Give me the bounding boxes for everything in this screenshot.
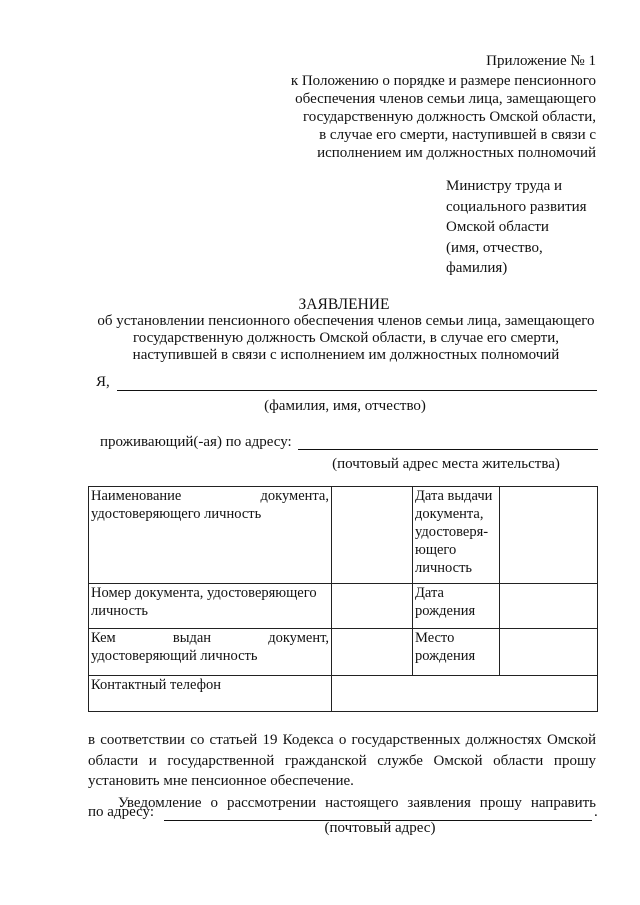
appendix-block — [196, 52, 596, 162]
address-label: проживающий(-ая) по адресу: — [100, 434, 292, 450]
appendix-line: к Положению о порядке и размере пенсионного — [290, 73, 596, 89]
notice-address-label: по адресу: — [88, 804, 155, 820]
cell-text: Место рождения — [415, 630, 476, 664]
addressee-line: фамилия) — [446, 260, 508, 276]
table-row — [89, 629, 598, 676]
cell-issue-date-label — [413, 487, 500, 584]
notice-text: Уведомление о рассмотрении настоящего заявления прошу направить — [118, 795, 596, 811]
name-hint: (фамилия, имя, отчество) — [264, 398, 426, 414]
cell-text: Наименование документа, — [91, 488, 329, 504]
addressee-line: социального развития — [446, 198, 587, 215]
addressee-line: (имя, отчество, — [446, 239, 543, 256]
cell-text: Дата рождения — [415, 585, 476, 619]
appendix-line: исполнением им должностных полномочий — [317, 145, 596, 161]
cell-doc-number-value[interactable] — [332, 584, 413, 629]
cell-birth-date-value[interactable] — [500, 584, 598, 629]
cell-birth-date-label — [413, 584, 500, 629]
cell-birth-place-label — [413, 629, 500, 676]
document-subtitle-line: об установлении пенсионного обеспечения членов семьи лица, замещающего — [97, 313, 595, 329]
address-fill-line[interactable] — [298, 449, 598, 450]
applicant-prefix: Я, — [96, 374, 110, 390]
cell-text: Дата выдачи документа, удостоверя-ющего личность — [415, 488, 493, 576]
cell-doc-number-label — [89, 584, 332, 629]
cell-phone-label — [89, 676, 332, 712]
table-row — [89, 676, 598, 712]
cell-issued-by-value[interactable] — [332, 629, 413, 676]
notice-paragraph-start — [88, 793, 596, 814]
cell-birth-place-value[interactable] — [500, 629, 598, 676]
cell-text: удостоверяющего личность — [91, 506, 262, 522]
cell-issued-by-label — [89, 629, 332, 676]
cell-phone-value[interactable] — [332, 676, 598, 712]
cell-issue-date-value[interactable] — [500, 487, 598, 584]
address-hint: (почтовый адрес места жительства) — [332, 456, 560, 472]
document-subtitle-line: государственную должность Омской области, в случае его смерти, — [133, 330, 559, 346]
addressee-line: Омской области — [446, 219, 549, 235]
appendix-line: в случае его смерти, наступившей в связи с — [319, 127, 596, 143]
table-row — [89, 487, 598, 584]
cell-doc-name-label — [89, 487, 332, 584]
document-subtitle-line: наступившей в связи с исполнением им должностных полномочий — [132, 347, 560, 363]
appendix-line: обеспечения членов семьи лица, замещающего — [295, 91, 596, 107]
cell-doc-name-value[interactable] — [332, 487, 413, 584]
name-fill-line[interactable] — [117, 390, 597, 391]
cell-text: удостоверяющий личность — [91, 648, 258, 664]
addressee-block — [446, 176, 626, 279]
notice-address-hint: (почтовый адрес) — [324, 820, 436, 836]
appendix-title: Приложение № 1 — [486, 53, 596, 69]
table-row — [89, 584, 598, 629]
addressee-line: Министру труда и — [446, 178, 563, 194]
notice-period: . — [594, 804, 598, 820]
cell-text: Кем выдан документ, — [91, 630, 329, 646]
document-table — [88, 486, 598, 712]
cell-text: Контактный телефон — [91, 677, 222, 693]
document-title: ЗАЯВЛЕНИЕ — [298, 296, 390, 313]
appendix-line: государственную должность Омской области, — [303, 109, 596, 125]
cell-text: Номер документа, удостоверяющего личность — [91, 585, 317, 619]
body-paragraph: в соответствии со статьей 19 Кодекса о государственных должностях Омской области и государственной гражданской службе Омской области прошу установить мне пенсионное обеспечение. — [88, 732, 596, 789]
